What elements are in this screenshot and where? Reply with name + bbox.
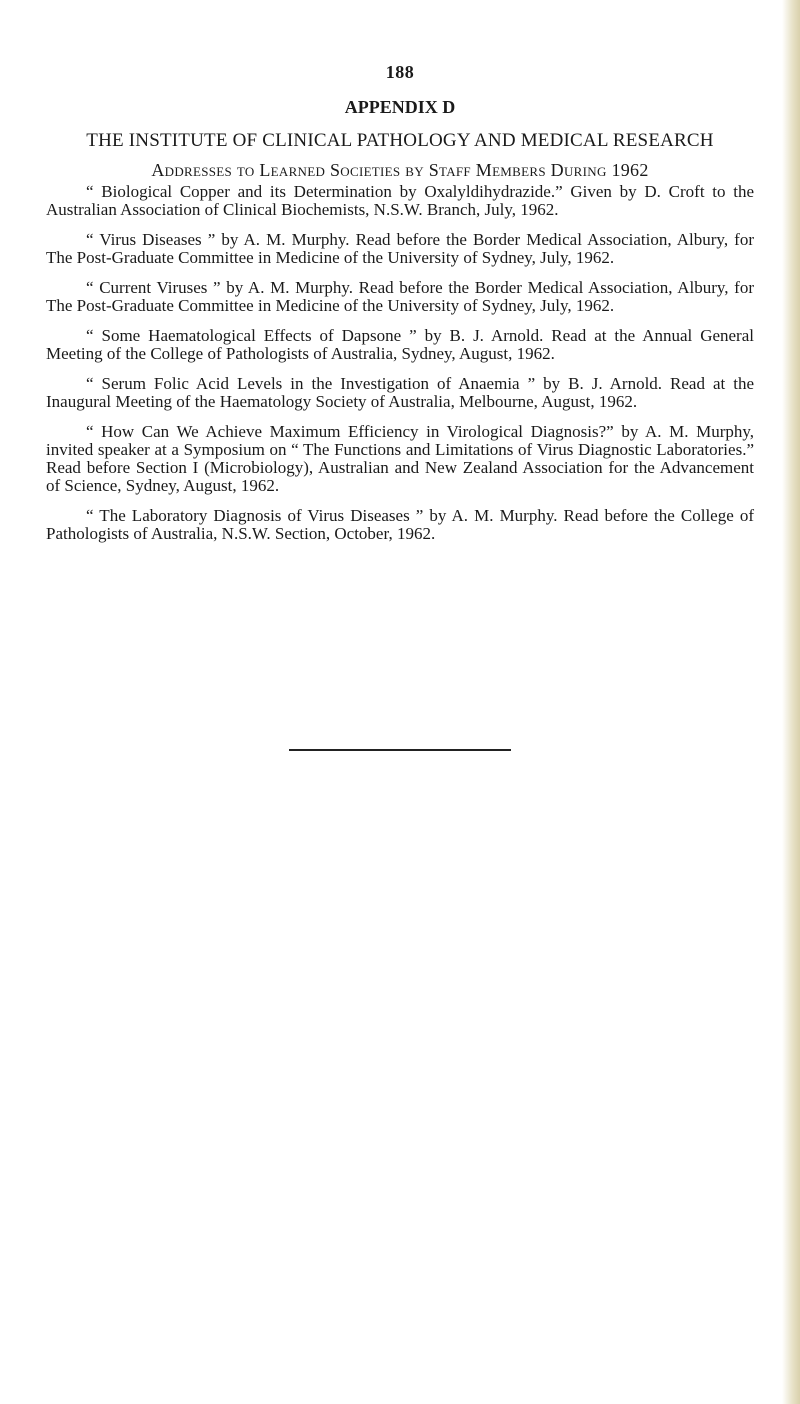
page-edge-shadow xyxy=(782,0,800,1404)
page-number: 188 xyxy=(385,62,415,82)
address-entry: “ The Laboratory Diagnosis of Virus Diseases ” by A. M. Murphy. Read before the College of Pathologists of Australia, N.S.W. Section, October, 1962. xyxy=(46,506,754,543)
section-divider-rule xyxy=(289,749,511,751)
address-list xyxy=(46,183,754,555)
address-entry: “ Some Haematological Effects of Dapsone ” by B. J. Arnold. Read at the Annual General Meeting of the College of Pathologists of Australia, Sydney, August, 1962. xyxy=(46,326,754,363)
appendix-label: APPENDIX D xyxy=(344,97,456,117)
address-entry: “ Serum Folic Acid Levels in the Investigation of Anaemia ” by B. J. Arnold. Read at the Inaugural Meeting of the Haematology Society of Australia, Melbourne, August, 1962. xyxy=(46,374,754,411)
institute-title: THE INSTITUTE OF CLINICAL PATHOLOGY AND MEDICAL RESEARCH xyxy=(86,130,714,151)
address-entry: “ Virus Diseases ” by A. M. Murphy. Read before the Border Medical Association, Albury, for The Post-Graduate Committee in Medicine of the University of Sydney, July, 1962. xyxy=(46,230,754,267)
address-entry: “ How Can We Achieve Maximum Efficiency in Virological Diagnosis?” by A. M. Murphy, invited speaker at a Symposium on “ The Functions and Limitations of Virus Diagnostic Laboratories.” Read before Section I (Microbiology), Australian and New Zealand Association for the Advancement of Science, Sydney, August, 1962. xyxy=(46,422,754,495)
section-heading: Addresses to Learned Societies by Staff Members During 1962 xyxy=(151,160,649,180)
address-entry: “ Current Viruses ” by A. M. Murphy. Read before the Border Medical Association, Albury, for The Post-Graduate Committee in Medicine of the University of Sydney, July, 1962. xyxy=(46,278,754,315)
address-entry: “ Biological Copper and its Determination by Oxalyldihydrazide.” Given by D. Croft to the Australian Association of Clinical Biochemists, N.S.W. Branch, July, 1962. xyxy=(46,182,754,219)
